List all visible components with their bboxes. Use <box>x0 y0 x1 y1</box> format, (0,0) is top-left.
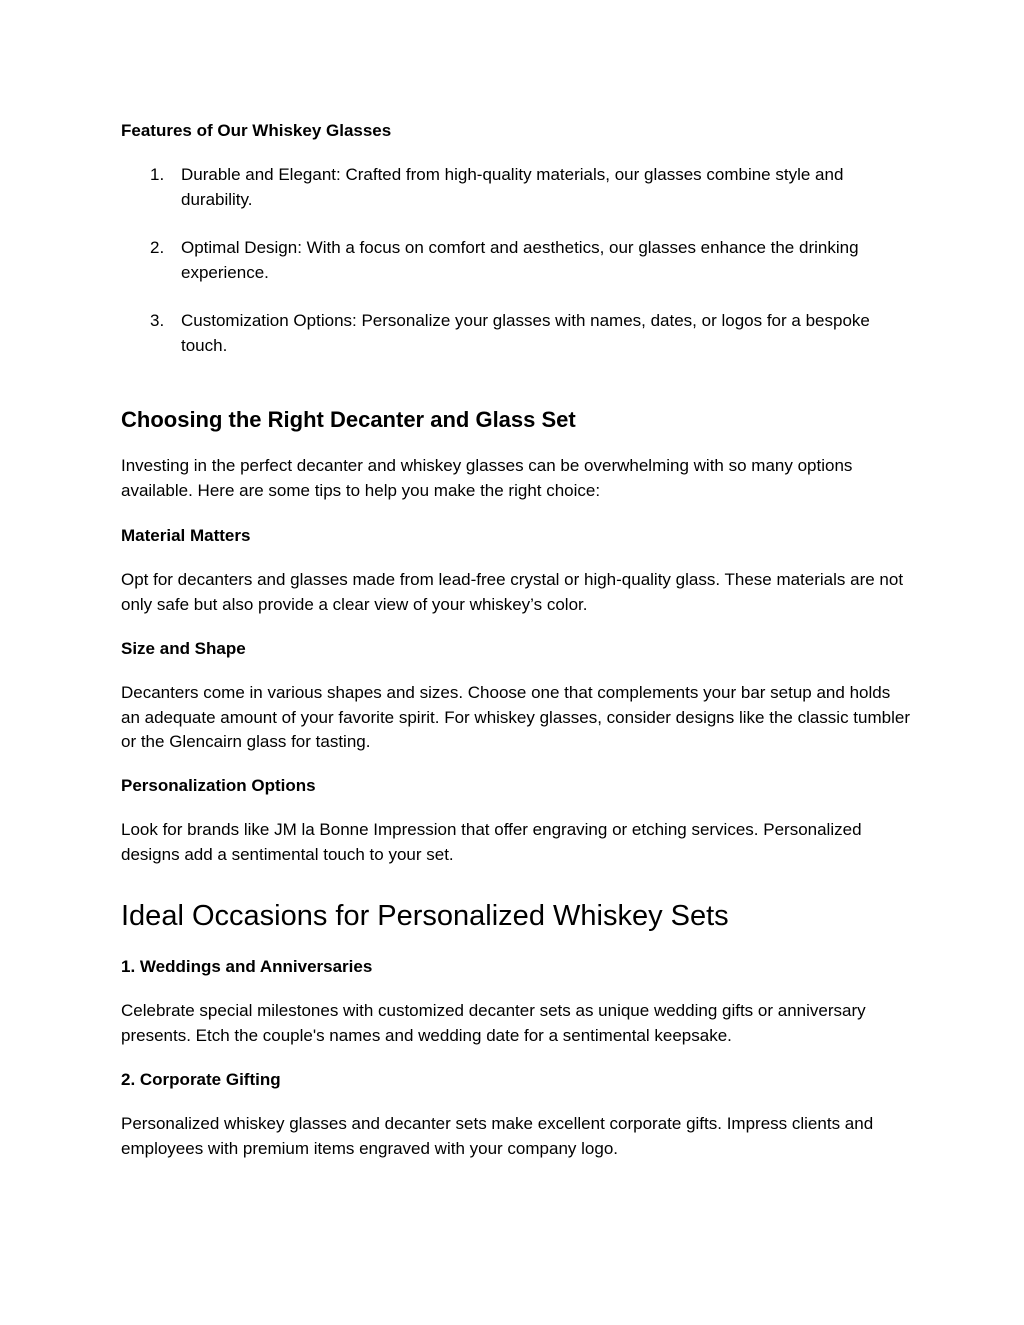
list-item-text: Customization Options: Personalize your glasses with names, dates, or logos for a bespoke touch. <box>181 311 870 355</box>
list-item-text: Durable and Elegant: Crafted from high-quality materials, our glasses combine style and durability. <box>181 165 844 209</box>
list-item-number: 3. <box>150 311 165 330</box>
features-heading: Features of Our Whiskey Glasses <box>121 121 392 140</box>
corporate-heading: 2. Corporate Gifting <box>121 1070 281 1089</box>
personalization-heading: Personalization Options <box>121 776 316 795</box>
corporate-text: Personalized whiskey glasses and decanter sets make excellent corporate gifts. Impress clients and employees with premium items engraved with your company logo. <box>121 1114 874 1158</box>
material-text: Opt for decanters and glasses made from lead-free crystal or high-quality glass. These materials are not only safe but also provide a clear view of your whiskey’s color. <box>121 570 904 614</box>
material-heading: Material Matters <box>121 526 251 545</box>
list-item-number: 2. <box>150 238 165 257</box>
choosing-heading: Choosing the Right Decanter and Glass Set <box>121 407 576 432</box>
personalization-text: Look for brands like JM la Bonne Impression that offer engraving or etching services. Personalized designs add a sentimental touch to your set. <box>121 820 862 864</box>
weddings-text: Celebrate special milestones with customized decanter sets as unique wedding gifts or anniversary presents. Etch the couple's names and wedding date for a sentimental keepsake. <box>121 1001 866 1045</box>
size-text: Decanters come in various shapes and sizes. Choose one that complements your bar setup and holds an adequate amount of your favorite spirit. For whiskey glasses, consider designs like the classic tumbler or the Glencairn glass for tasting. <box>121 683 910 751</box>
weddings-heading: 1. Weddings and Anniversaries <box>121 957 373 976</box>
list-item-text: Optimal Design: With a focus on comfort and aesthetics, our glasses enhance the drinking experience. <box>181 238 859 282</box>
list-item <box>121 236 911 285</box>
choosing-intro: Investing in the perfect decanter and whiskey glasses can be overwhelming with so many options available. Here are some tips to help you make the right choice: <box>121 456 853 500</box>
occasions-heading: Ideal Occasions for Personalized Whiskey Sets <box>121 900 729 932</box>
list-item <box>121 309 911 358</box>
size-heading: Size and Shape <box>121 639 246 658</box>
list-item-number: 1. <box>150 165 165 184</box>
features-list <box>121 163 911 358</box>
list-item <box>121 163 911 212</box>
